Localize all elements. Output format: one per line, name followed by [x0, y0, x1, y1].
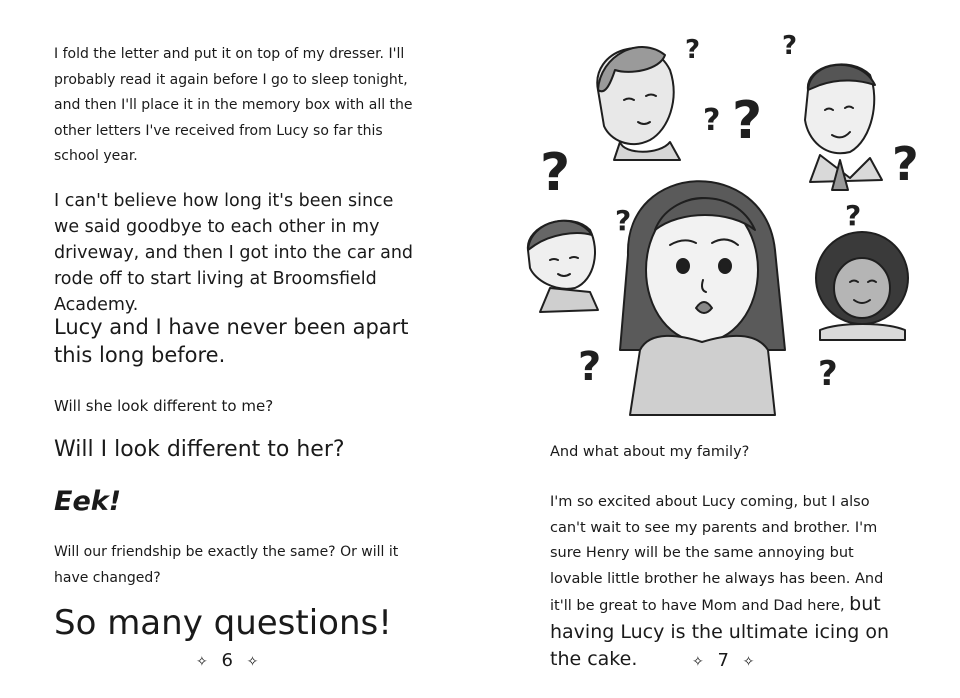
paragraph-family: And what about my family?	[550, 444, 750, 460]
question-mark: ?	[615, 204, 632, 237]
star-ornament-icon: ✧	[742, 654, 759, 670]
exclamation-eek: Eek!	[54, 486, 122, 517]
right-page	[480, 0, 960, 698]
paragraph-apart: Lucy and I have never been apart this long before.	[54, 315, 409, 367]
paragraph-look-different-me: Will she look different to me?	[54, 397, 274, 415]
paragraph-excited-text: I'm so excited about Lucy coming, but I also can't wait to see my parents and brother. I'm sure Henry will be the same annoying but lovable little brother he always has been. And it'll be great to have Mom and Dad here,	[550, 494, 884, 614]
page-number-right	[692, 650, 758, 671]
paragraph-excited	[550, 490, 905, 675]
paragraph-goodbye: I can't believe how long it's been since we said goodbye to each other in my driveway, and then I got into the car and rode off to start living at Broomsfield Academy.	[54, 191, 414, 315]
star-ornament-icon: ✧	[196, 654, 212, 670]
question-mark: ?	[818, 354, 838, 394]
question-mark: ?	[685, 35, 701, 65]
star-ornament-icon: ✧	[692, 654, 708, 670]
star-ornament-icon: ✧	[246, 654, 263, 670]
page-number: 6	[221, 650, 237, 671]
paragraph-excited-emphasis: but having Lucy is the ultimate icing on the cake.	[550, 593, 890, 670]
heading-so-many-questions: So many questions!	[54, 603, 392, 643]
question-mark: ?	[578, 344, 602, 390]
paragraph-look-different-her: Will I look different to her?	[54, 437, 345, 462]
question-mark: ?	[845, 199, 862, 232]
question-mark: ?	[540, 143, 571, 203]
question-mark: ?	[732, 91, 763, 151]
paragraph-friendship: Will our friendship be exactly the same? Or will it have changed?	[54, 544, 399, 586]
question-mark: ?	[892, 137, 919, 191]
question-mark: ?	[782, 31, 798, 61]
question-mark: ?	[703, 103, 721, 138]
page-number: 7	[717, 650, 733, 671]
page-number-left	[196, 650, 262, 671]
paragraph-letter: I fold the letter and put it on top of my dresser. I'll probably read it again before I go to sleep tonight, and then I'll place it in the memory box with all the other letters I've received from Lucy so far this school year.	[54, 46, 413, 164]
